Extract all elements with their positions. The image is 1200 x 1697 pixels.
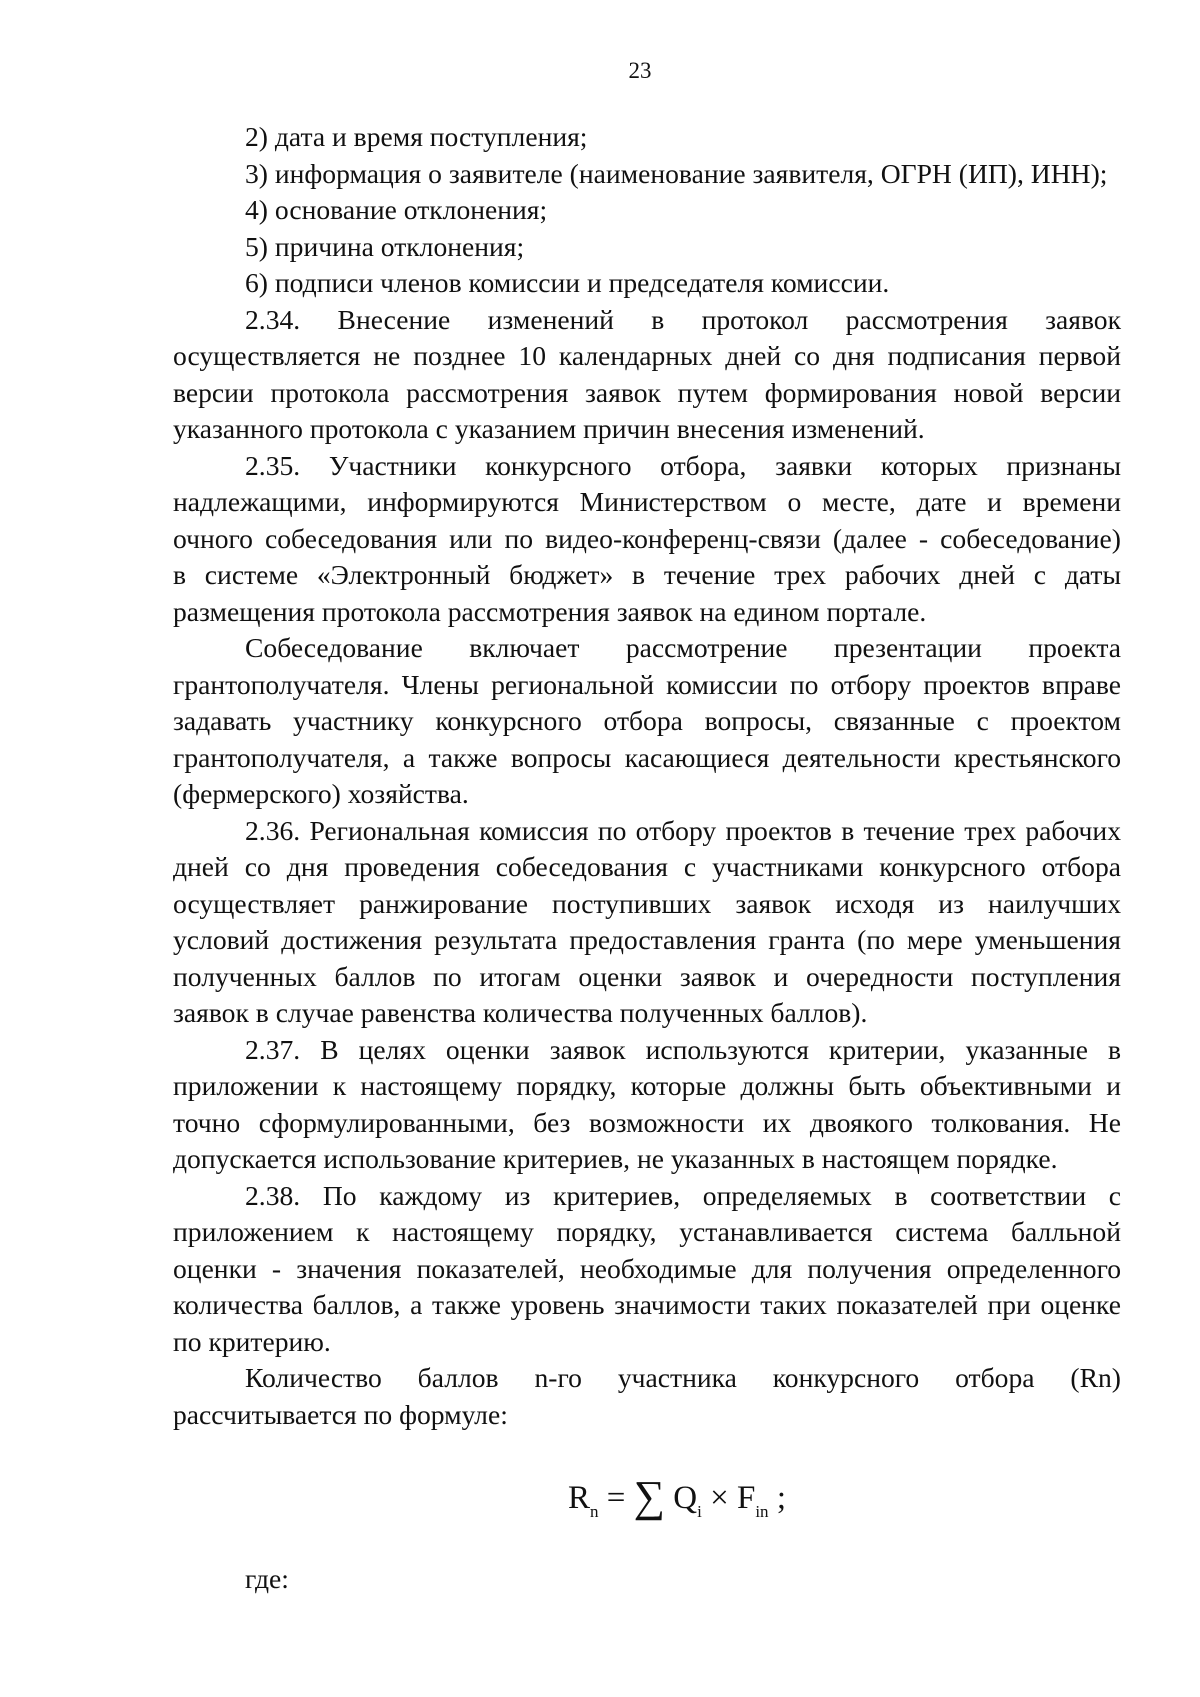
list-item-4: 4) основание отклонения; <box>245 194 548 225</box>
formula-r-subscript: n <box>590 1502 599 1521</box>
sum-symbol: ∑ <box>633 1472 666 1521</box>
list-item-2: 2) дата и время поступления; <box>245 121 588 152</box>
paragraph-interview-line: (фермерского) хозяйства. <box>173 778 469 809</box>
body-text <box>173 119 1121 1433</box>
formula-end: ; <box>768 1480 786 1516</box>
paragraph-2-35-line: надлежащими, информируются Министерством о месте, дате и времени <box>173 486 1121 517</box>
list-item-3: 3) информация о заявителе (наименование заявителя, ОГРН (ИП), ИНН); <box>245 157 1108 189</box>
paragraph-2-37-line: 2.37. В целях оценки заявок используются критерии, указанные в <box>245 1033 1121 1065</box>
paragraph-interview-line: задавать участнику конкурсного отбора вопросы, связанные с проектом <box>173 705 1121 736</box>
score-formula <box>568 1468 786 1521</box>
paragraph-2-38-line: количества баллов, а также уровень значимости таких показателей при оценке <box>173 1289 1121 1320</box>
formula-q-subscript: i <box>697 1502 702 1521</box>
where-label: где: <box>245 1563 289 1594</box>
list-item-6: 6) подписи членов комиссии и председателя комиссии. <box>245 267 890 298</box>
paragraph-2-38-line: 2.38. По каждому из критериев, определяемых в соответствии с <box>245 1179 1121 1211</box>
paragraph-score-line: Количество баллов n-го участника конкурсного отбора (Rn) <box>245 1362 1121 1393</box>
paragraph-2-36-line: 2.36. Региональная комиссия по отбору проектов в течение трех рабочих <box>245 814 1121 846</box>
paragraph-2-34-line: осуществляется не позднее 10 календарных дней со дня подписания первой <box>173 340 1121 371</box>
paragraph-score-line: рассчитывается по формуле: <box>173 1398 508 1430</box>
paragraph-2-35-line: размещения протокола рассмотрения заявок на едином портале. <box>173 595 927 627</box>
paragraph-2-36-line: полученных баллов по итогам оценки заявок и очередности поступления <box>173 960 1121 992</box>
paragraph-2-35-line: в системе «Электронный бюджет» в течение трех рабочих дней с даты <box>173 559 1121 590</box>
formula-equals: = <box>598 1480 634 1516</box>
paragraph-interview-line: Собеседование включает рассмотрение презентации проекта <box>245 632 1121 663</box>
formula-r: R <box>568 1480 591 1516</box>
paragraph-interview-line: грантополучателя. Члены региональной комиссии по отбору проектов вправе <box>173 668 1121 700</box>
paragraph-2-36-line: осуществляет ранжирование поступивших заявок исходя из наилучших <box>173 887 1121 919</box>
paragraph-2-34-line: версии протокола рассмотрения заявок путем формирования новой версии <box>173 376 1121 408</box>
paragraph-2-37-line: точно сформулированными, без возможности их двоякого толкования. Не <box>173 1106 1121 1138</box>
paragraph-2-34-line: указанного протокола с указанием причин внесения изменений. <box>173 413 925 444</box>
paragraph-2-35-line: 2.35. Участники конкурсного отбора, заявки которых признаны <box>245 449 1121 481</box>
paragraph-2-35-line: очного собеседования или по видео-конференц-связи (далее - собеседование) <box>173 522 1121 554</box>
paragraph-2-37-line: приложении к настоящему порядку, которые должны быть объективными и <box>173 1070 1121 1101</box>
paragraph-2-38-line: оценки - значения показателей, необходимые для получения определенного <box>173 1252 1121 1284</box>
paragraph-2-36-line: заявок в случае равенства количества полученных баллов). <box>173 997 868 1028</box>
paragraph-interview-line: грантополучателя, а также вопросы касающиеся деятельности крестьянского <box>173 741 1121 773</box>
page-number: 23 <box>628 58 652 83</box>
paragraph-2-37-line: допускается использование критериев, не указанных в настоящем порядке. <box>173 1143 1058 1174</box>
paragraph-2-38-line: по критерию. <box>173 1325 331 1357</box>
formula-f: F <box>736 1480 756 1516</box>
paragraph-2-34-line: 2.34. Внесение изменений в протокол рассмотрения заявок <box>245 303 1121 335</box>
formula-q: Q <box>665 1480 698 1516</box>
paragraph-2-36-line: дней со дня проведения собеседования с участниками конкурсного отбора <box>173 851 1121 882</box>
paragraph-2-36-line: условий достижения результата предоставления гранта (по мере уменьшения <box>173 924 1121 955</box>
list-item-5: 5) причина отклонения; <box>245 230 525 262</box>
formula-f-subscript: in <box>755 1502 769 1521</box>
formula-times: × <box>701 1480 737 1516</box>
paragraph-2-38-line: приложением к настоящему порядку, устанавливается система балльной <box>173 1216 1121 1247</box>
